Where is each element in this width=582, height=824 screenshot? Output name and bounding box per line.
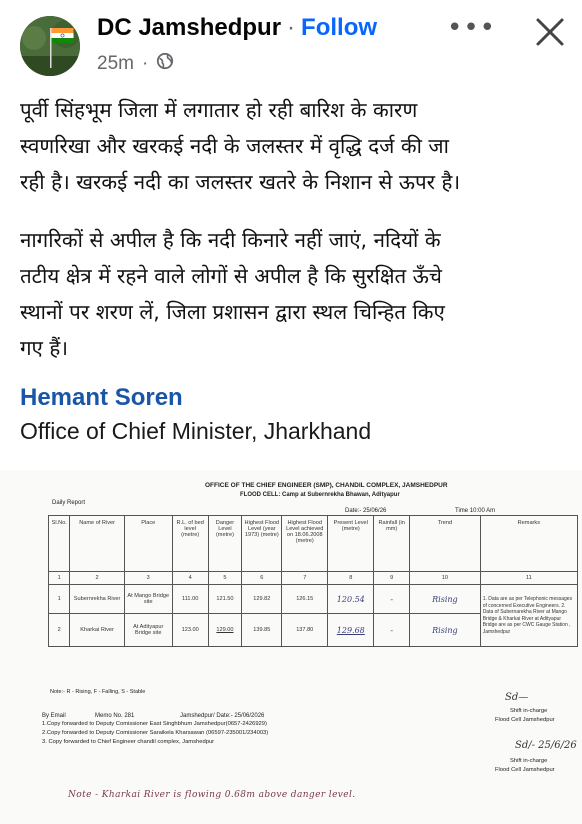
signature: Sd—	[505, 692, 529, 703]
mention-link[interactable]: Hemant Soren	[20, 384, 183, 411]
table-cell: 123.00	[172, 614, 208, 647]
doc-memo-no: Memo No. 281	[95, 713, 135, 719]
table-cell: 7	[282, 572, 328, 585]
remarks-cell: 1. Data are as per Telephonic messages of concerned Executive Engineers. 2. Data of Subernarekha River at Mango Bridge & Kharkai River at Adityapur Bridge are as per CWC Gauge Station , Jamshedpur	[480, 585, 577, 647]
close-button[interactable]	[533, 15, 567, 49]
table-header: Rainfall (in mm)	[374, 516, 410, 572]
post-timestamp[interactable]: 25m	[97, 53, 134, 74]
table-cell: 6	[242, 572, 282, 585]
post-header	[0, 0, 582, 88]
post-line: तटीय क्षेत्र में रहने वाले लोगों से अपील है कि सुरक्षित ऊँचे	[20, 264, 442, 288]
post-line: स्थानों पर शरण लें, जिला प्रशासन द्वारा स्थल चिन्हित किए	[20, 300, 445, 324]
table-cell: 121.50	[208, 585, 242, 614]
table-header: Present Level (metre)	[328, 516, 374, 572]
doc-flood-cell: Flood Cell Jamshedpur	[495, 767, 555, 773]
table-cell: 1	[49, 572, 70, 585]
table-cell: Subernrekha River	[70, 585, 124, 614]
table-cell: 3	[124, 572, 172, 585]
table-header: Remarks	[480, 516, 577, 572]
table-header: Sl.No.	[49, 516, 70, 572]
table-cell: 111.00	[172, 585, 208, 614]
table-cell: 4	[172, 572, 208, 585]
table-cell: 2	[49, 614, 70, 647]
table-header: Danger Level (metre)	[208, 516, 242, 572]
doc-shift-incharge: Shift in-charge	[510, 708, 548, 714]
table-cell: 11	[480, 572, 577, 585]
more-icon: •••	[447, 13, 497, 43]
table-cell: At Mango Bridge site	[124, 585, 172, 614]
office-line: Office of Chief Minister, Jharkhand	[20, 418, 372, 444]
table-header: Highest Flood Level achieved on 18.06.2008 (metre)	[282, 516, 328, 572]
doc-flood-cell: Flood Cell Jamshedpur	[495, 717, 555, 723]
doc-by-email: By Email	[42, 713, 66, 719]
table-cell: 5	[208, 572, 242, 585]
doc-memo-date: Jamshedpur/ Date:- 25/06/2026	[180, 713, 265, 719]
table-cell: 9	[374, 572, 410, 585]
table-cell: Rising	[410, 614, 481, 647]
table-cell: 129.68	[328, 614, 374, 647]
table-cell: Kharkai River	[70, 614, 124, 647]
table-cell: 2	[70, 572, 124, 585]
doc-daily-report: Daily Report	[52, 500, 86, 506]
post-line: गए हैं।	[20, 336, 69, 360]
table-cell: Rising	[410, 585, 481, 614]
post-text	[20, 92, 570, 366]
follow-button[interactable]: Follow	[301, 14, 378, 41]
table-cell: 129.82	[242, 585, 282, 614]
table-cell: 129.00	[208, 614, 242, 647]
table-cell: 137.80	[282, 614, 328, 647]
post-line: पूर्वी सिंहभूम जिला में लगातार हो रही बारिश के कारण	[20, 98, 418, 122]
doc-date: Date:- 25/06/26	[345, 508, 387, 514]
doc-copy-line: 3. Copy forwarded to Chief Engineer chandil complex, Jamshedpur	[42, 739, 215, 745]
table-header: Place	[124, 516, 172, 572]
table-cell: At Adityapur Bridge site	[124, 614, 172, 647]
close-icon	[533, 15, 567, 49]
doc-subheading: FLOOD CELL: Camp at Subernrekha Bhawan, Adityapur	[240, 492, 400, 498]
table-header: Highest Flood Level (year 1973) (metre)	[242, 516, 282, 572]
doc-heading: OFFICE OF THE CHIEF ENGINEER (SMP), CHANDIL COMPLEX, JAMSHEDPUR	[205, 482, 448, 489]
table-cell: 1	[49, 585, 70, 614]
doc-note: Note:- R - Rising, F - Falling, S - Stable	[50, 689, 146, 695]
post-line: स्वणरिखा और खरकई नदी के जलस्तर में वृद्धि दर्ज की जा	[20, 134, 449, 158]
attached-document-image[interactable]	[0, 470, 582, 824]
separator-dot-2: ·	[141, 53, 149, 74]
table-number-row	[49, 572, 578, 585]
table-header: Name of River	[70, 516, 124, 572]
flood-table	[48, 515, 578, 647]
table-header-row	[49, 516, 578, 572]
separator-dot: ·	[287, 14, 296, 41]
table-cell: 126.15	[282, 585, 328, 614]
doc-copy-line: 2.Copy forwarded to Deputy Comissioner Saraikela Kharsawan (06597-235001/234003)	[42, 730, 269, 736]
table-cell: -	[374, 614, 410, 647]
table-cell: 8	[328, 572, 374, 585]
more-options-button[interactable]	[447, 13, 497, 43]
table-cell: 120.54	[328, 585, 374, 614]
doc-handwritten-note: Note - Kharkai River is flowing 0.68m above danger level.	[68, 790, 356, 800]
table-cell: -	[374, 585, 410, 614]
page-avatar[interactable]	[20, 16, 80, 76]
table-header: Trend	[410, 516, 481, 572]
table-header: R.L. of bed level (metre)	[172, 516, 208, 572]
table-row	[49, 585, 578, 614]
table-cell: 139.85	[242, 614, 282, 647]
signature: Sd/- 25/6/26	[515, 740, 577, 751]
post-line: रही है। खरकई नदी का जलस्तर खतरे के निशान से ऊपर है।	[20, 170, 461, 194]
post-meta	[97, 52, 174, 76]
doc-time: Time 10:00 Am	[455, 508, 496, 514]
doc-shift-incharge: Shift in-charge	[510, 758, 548, 764]
post-line: नागरिकों से अपील है कि नदी किनारे नहीं जाएं, नदियों के	[20, 228, 441, 252]
table-cell: 10	[410, 572, 481, 585]
page-name[interactable]: DC Jamshedpur	[97, 14, 282, 41]
page-name-row	[97, 14, 377, 42]
globe-icon	[156, 52, 174, 76]
doc-copy-line: 1.Copy forwarded to Deputy Comissioner East Singhbhum Jamshedpur(0657-2426929)	[42, 721, 267, 727]
